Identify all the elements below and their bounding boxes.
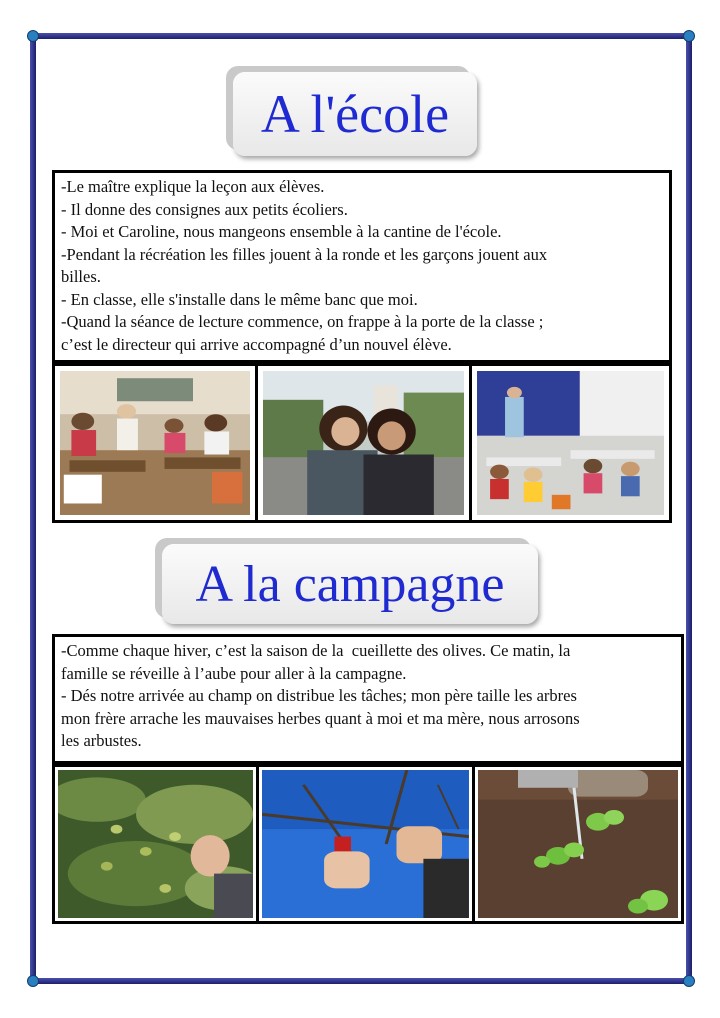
section-title-campagne: A la campagne <box>162 544 538 624</box>
photo-cell <box>259 767 475 921</box>
section-title-ecole: A l'école <box>233 72 477 156</box>
photo-cell <box>55 366 258 520</box>
school-canteen-photo <box>477 371 664 515</box>
photo-cell <box>475 767 681 921</box>
page-frame-bottom <box>30 978 692 984</box>
text-line: c’est le directeur qui arrive accompagné d’un nouvel élève. <box>61 334 452 354</box>
text-line: mon frère arrache les mauvaises herbes quant à moi et ma mère, nous arrosons <box>61 708 580 728</box>
text-line: -Quand la séance de lecture commence, on frappe à la porte de la classe ; <box>61 312 544 331</box>
text-line: -Pendant la récréation les filles jouent à la ronde et les garçons jouent aux <box>61 244 548 264</box>
text-line: - En classe, elle s'installe dans le même banc que moi. <box>61 289 418 309</box>
frame-corner-ornament <box>683 975 695 987</box>
text-line: - Dés notre arrivée au champ on distribue les tâches; mon père taille les arbres <box>61 686 577 705</box>
hugging-girls-photo <box>263 371 464 515</box>
text-line: les arbustes. <box>61 731 142 750</box>
frame-corner-ornament <box>27 30 39 42</box>
frame-corner-ornament <box>27 975 39 987</box>
text-line: - Moi et Caroline, nous mangeons ensemble à la cantine de l'école. <box>61 222 502 241</box>
photo-cell <box>472 366 669 520</box>
page-frame-top <box>30 33 692 39</box>
watering-seedlings-photo <box>478 770 678 918</box>
pruning-shears-photo <box>262 770 469 918</box>
photo-row-ecole <box>52 363 672 523</box>
text-box-campagne <box>52 634 684 764</box>
olive-picking-photo <box>58 770 253 918</box>
text-box-ecole <box>52 170 672 363</box>
text-line: - Il donne des consignes aux petits écoliers. <box>61 199 348 219</box>
frame-corner-ornament <box>683 30 695 42</box>
photo-row-campagne <box>52 764 684 924</box>
photo-cell <box>55 767 259 921</box>
page-frame-left <box>30 33 36 984</box>
photo-cell <box>258 366 472 520</box>
text-line: -Comme chaque hiver, c’est la saison de la cueillette des olives. Ce matin, la <box>61 641 571 660</box>
page-frame-right <box>686 33 692 984</box>
classroom-photo <box>60 371 250 515</box>
text-line: billes. <box>61 267 101 286</box>
text-line: -Le maître explique la leçon aux élèves. <box>61 177 325 196</box>
text-line: famille se réveille à l’aube pour aller à la campagne. <box>61 663 407 683</box>
